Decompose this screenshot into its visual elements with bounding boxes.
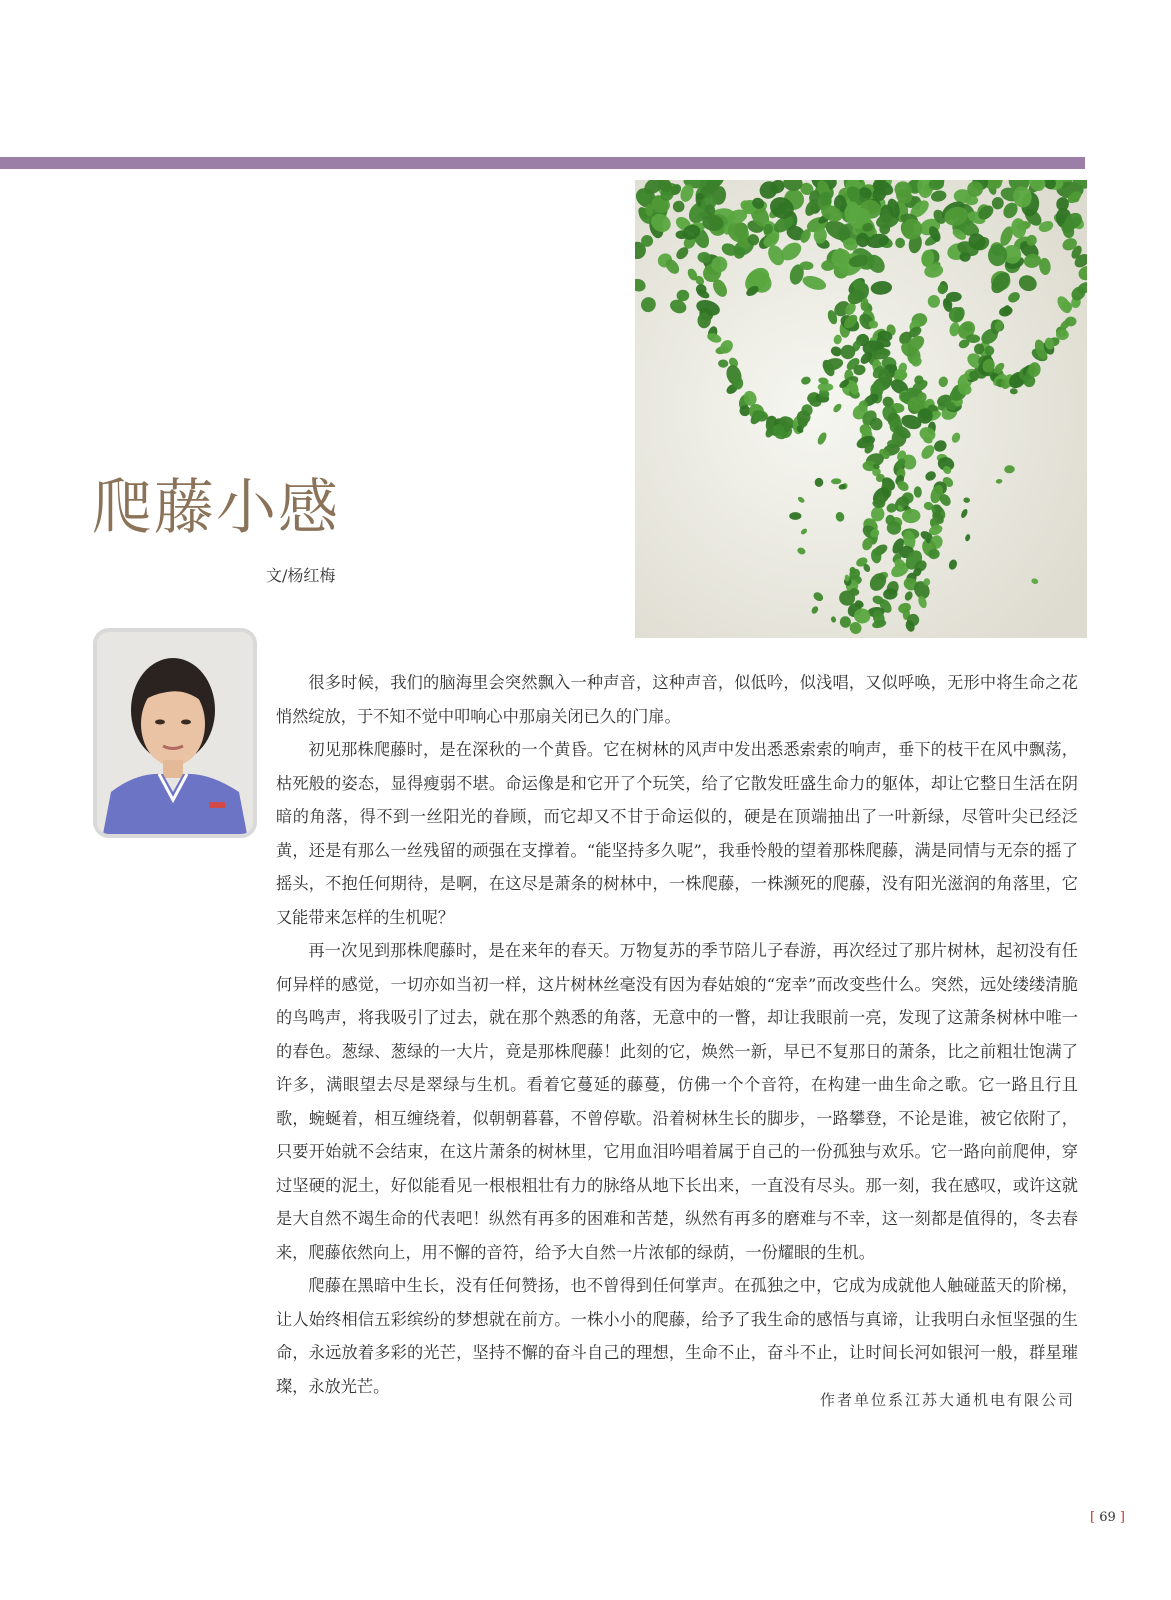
paragraph: 很多时候，我们的脑海里会突然飘入一种声音，这种声音，似低吟，似浅唱，又似呼唤，无形中将生命之花悄然绽放，于不知不觉中叩响心中那扇关闭已久的门扉。: [276, 673, 1078, 726]
paragraph: 再一次见到那株爬藤时，是在来年的春天。万物复苏的季节陪儿子春游，再次经过了那片树林，起初没有任何异样的感觉，一切亦如当初一样，这片树林丝毫没有因为春姑娘的“宠幸”而改变些什么。突然，远处缕缕清脆的鸟鸣声，将我吸引了过去，就在那个熟悉的角落，无意中的一瞥，却让我眼前一亮，发现了这萧条树林中唯一的春色。葱绿、葱绿的一大片，竟是那株爬藤！此刻的它，焕然一新，早已不复那日的萧条，比之前粗壮饱满了许多，满眼望去尽是翠绿与生机。看着它蔓延的藤蔓，仿佛一个个音符，在构建一曲生命之歌。它一路且行且歌，蜿蜒着，相互缠绕着，似朝朝暮暮，不曾停歇。沿着树林生长的脚步，一路攀登，不论是谁，被它依附了，只要开始就不会结束，在这片萧条的树林里，它用血泪吟唱着属于自己的一份孤独与欢乐。它一路向前爬伸，穿过坚硬的泥土，好似能看见一根根粗壮有力的脉络从地下长出来，一直没有尽头。那一刻，我在感叹，或许这就是大自然不竭生命的代表吧！纵然有再多的困难和苦楚，纵然有再多的磨难与不幸，这一刻都是值得的，冬去春来，爬藤依然向上，用不懈的音符，给予大自然一片浓郁的绿荫，一份耀眼的生机。: [276, 941, 1078, 1262]
page-number-value: 69: [1099, 1510, 1116, 1525]
author-affiliation: 作者单位系江苏大通机电有限公司: [819, 1391, 1075, 1409]
ivy-wall-photo: [635, 180, 1087, 638]
byline: 文/杨红梅: [266, 566, 336, 585]
paragraph: 初见那株爬藤时，是在深秋的一个黄昏。它在树林的风声中发出悉悉索索的响声，垂下的枝干在风中飘荡，枯死般的姿态，显得瘦弱不堪。命运像是和它开了个玩笑，给了它散发旺盛生命力的躯体，却让它整日生活在阴暗的角落，得不到一丝阳光的眷顾，而它却又不甘于命运似的，硬是在顶端抽出了一叶新绿，尽管叶尖已经泛黄，还是有那么一丝残留的顽强在支撑着。“能坚持多久呢”，我垂怜般的望着那株爬藤，满是同情与无奈的摇了摇头，不抱任何期待，是啊，在这尽是萧条的树林中，一株爬藤，一株濒死的爬藤，没有阳光滋润的角落里，它又能带来怎样的生机呢？: [276, 740, 1078, 927]
header-accent-bar: [0, 157, 1085, 169]
paragraph: 爬藤在黑暗中生长，没有任何赞扬，也不曾得到任何掌声。在孤独之中，它成为成就他人触碰蓝天的阶梯，让人始终相信五彩缤纷的梦想就在前方。一株小小的爬藤，给予了我生命的感悟与真谛，让我明白永恒坚强的生命，永远放着多彩的光芒，坚持不懈的奋斗自己的理想，生命不止，奋斗不止，让时间长河如银河一般，群星璀璨，永放光芒。: [276, 1276, 1078, 1396]
page-number: [1090, 1510, 1125, 1525]
page-bracket-open: [: [1090, 1510, 1096, 1525]
ivy-illustration: [635, 180, 1087, 638]
article-title: 爬藤小感: [92, 473, 340, 543]
page-bracket-close: ]: [1119, 1510, 1125, 1525]
author-portrait: [93, 628, 257, 838]
portrait-illustration: [97, 632, 253, 834]
article-body: [276, 666, 1078, 1403]
